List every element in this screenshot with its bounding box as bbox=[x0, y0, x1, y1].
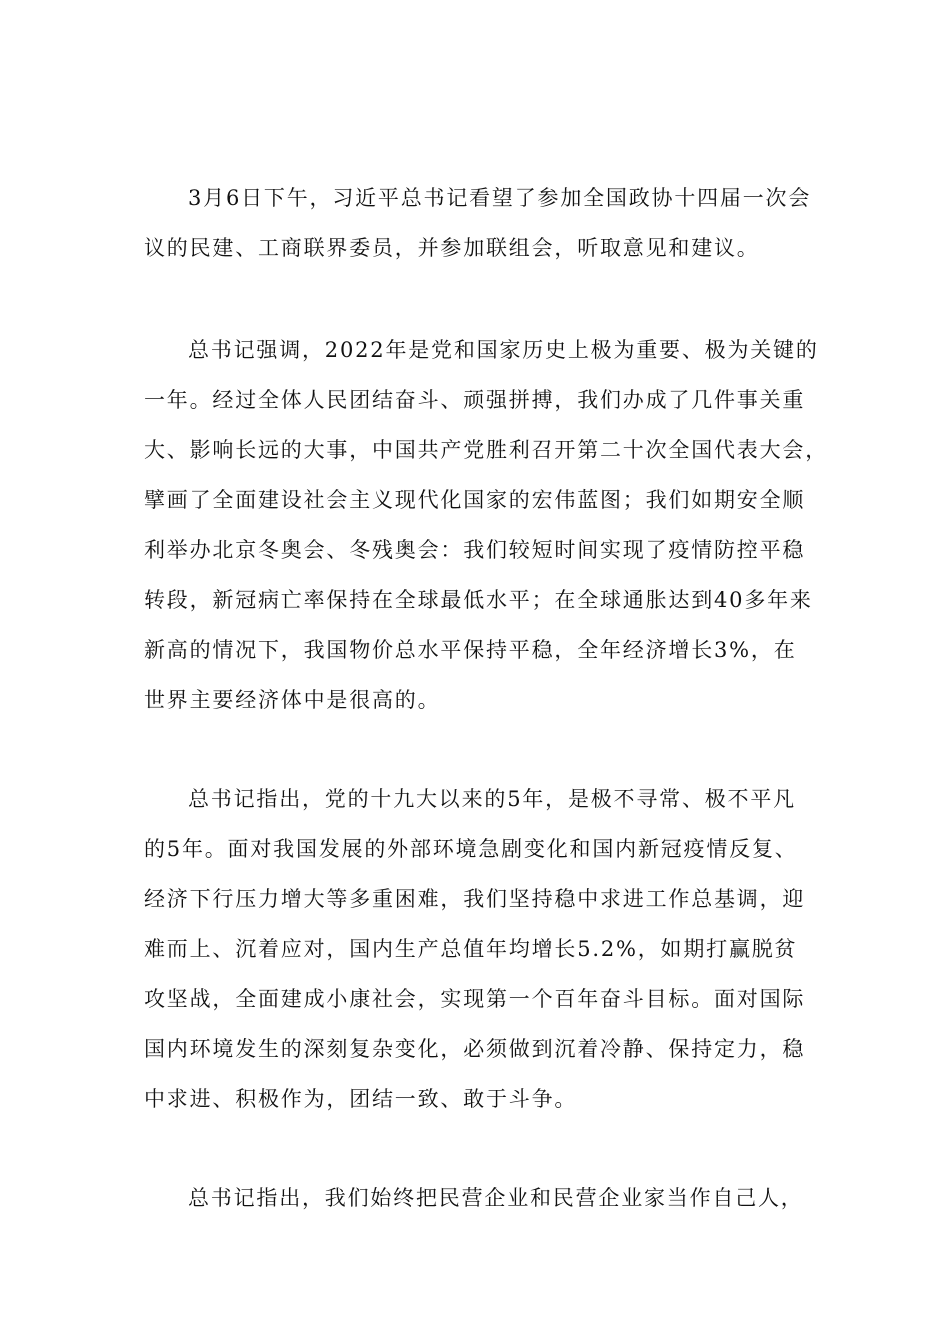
paragraph-line: 中求进、积极作为，团结一致、敢于斗争。 bbox=[144, 1087, 578, 1111]
paragraph-line: 大、影响长远的大事，中国共产党胜利召开第二十次全国代表大会， bbox=[144, 438, 828, 462]
paragraph-line: 攻坚战，全面建成小康社会，实现第一个百年奋斗目标。面对国际 bbox=[144, 987, 806, 1011]
paragraph-line: 议的民建、工商联界委员，并参加联组会，听取意见和建议。 bbox=[144, 236, 760, 260]
paragraph-line: 擘画了全面建设社会主义现代化国家的宏伟蓝图；我们如期安全顺 bbox=[144, 488, 806, 512]
paragraph-line: 国内环境发生的深刻复杂变化，必须做到沉着冷静、保持定力，稳 bbox=[144, 1037, 806, 1061]
paragraph-line: 利举办北京冬奥会、冬残奥会：我们较短时间实现了疫情防控平稳 bbox=[144, 538, 806, 562]
paragraph-1 bbox=[144, 173, 814, 273]
paragraph-3 bbox=[144, 774, 814, 1124]
paragraph-line: 难而上、沉着应对，国内生产总值年均增长5.2%，如期打赢脱贫 bbox=[144, 937, 798, 961]
paragraph-line: 新高的情况下，我国物价总水平保持平稳，全年经济增长3%，在 bbox=[144, 638, 797, 662]
paragraph-line: 的5年。面对我国发展的外部环境急剧变化和国内新冠疫情反复、 bbox=[144, 837, 798, 861]
paragraph-line: 总书记指出，党的十九大以来的5年，是极不寻常、极不平凡 bbox=[188, 787, 796, 811]
paragraph-line: 经济下行压力增大等多重困难，我们坚持稳中求进工作总基调，迎 bbox=[144, 887, 806, 911]
paragraph-line: 一年。经过全体人民团结奋斗、顽强拼搏，我们办成了几件事关重 bbox=[144, 388, 806, 412]
paragraph-line: 总书记指出，我们始终把民营企业和民营企业家当作自己人， bbox=[188, 1186, 804, 1210]
paragraph-line: 3月6日下午，习近平总书记看望了参加全国政协十四届一次会 bbox=[188, 186, 812, 210]
paragraph-2 bbox=[144, 325, 828, 725]
paragraph-line: 总书记强调，2022年是党和国家历史上极为重要、极为关键的 bbox=[188, 338, 819, 362]
paragraph-line: 世界主要经济体中是很高的。 bbox=[144, 688, 441, 712]
paragraph-line: 转段，新冠病亡率保持在全球最低水平；在全球通胀达到40多年来 bbox=[144, 588, 813, 612]
paragraph-4 bbox=[144, 1173, 814, 1223]
